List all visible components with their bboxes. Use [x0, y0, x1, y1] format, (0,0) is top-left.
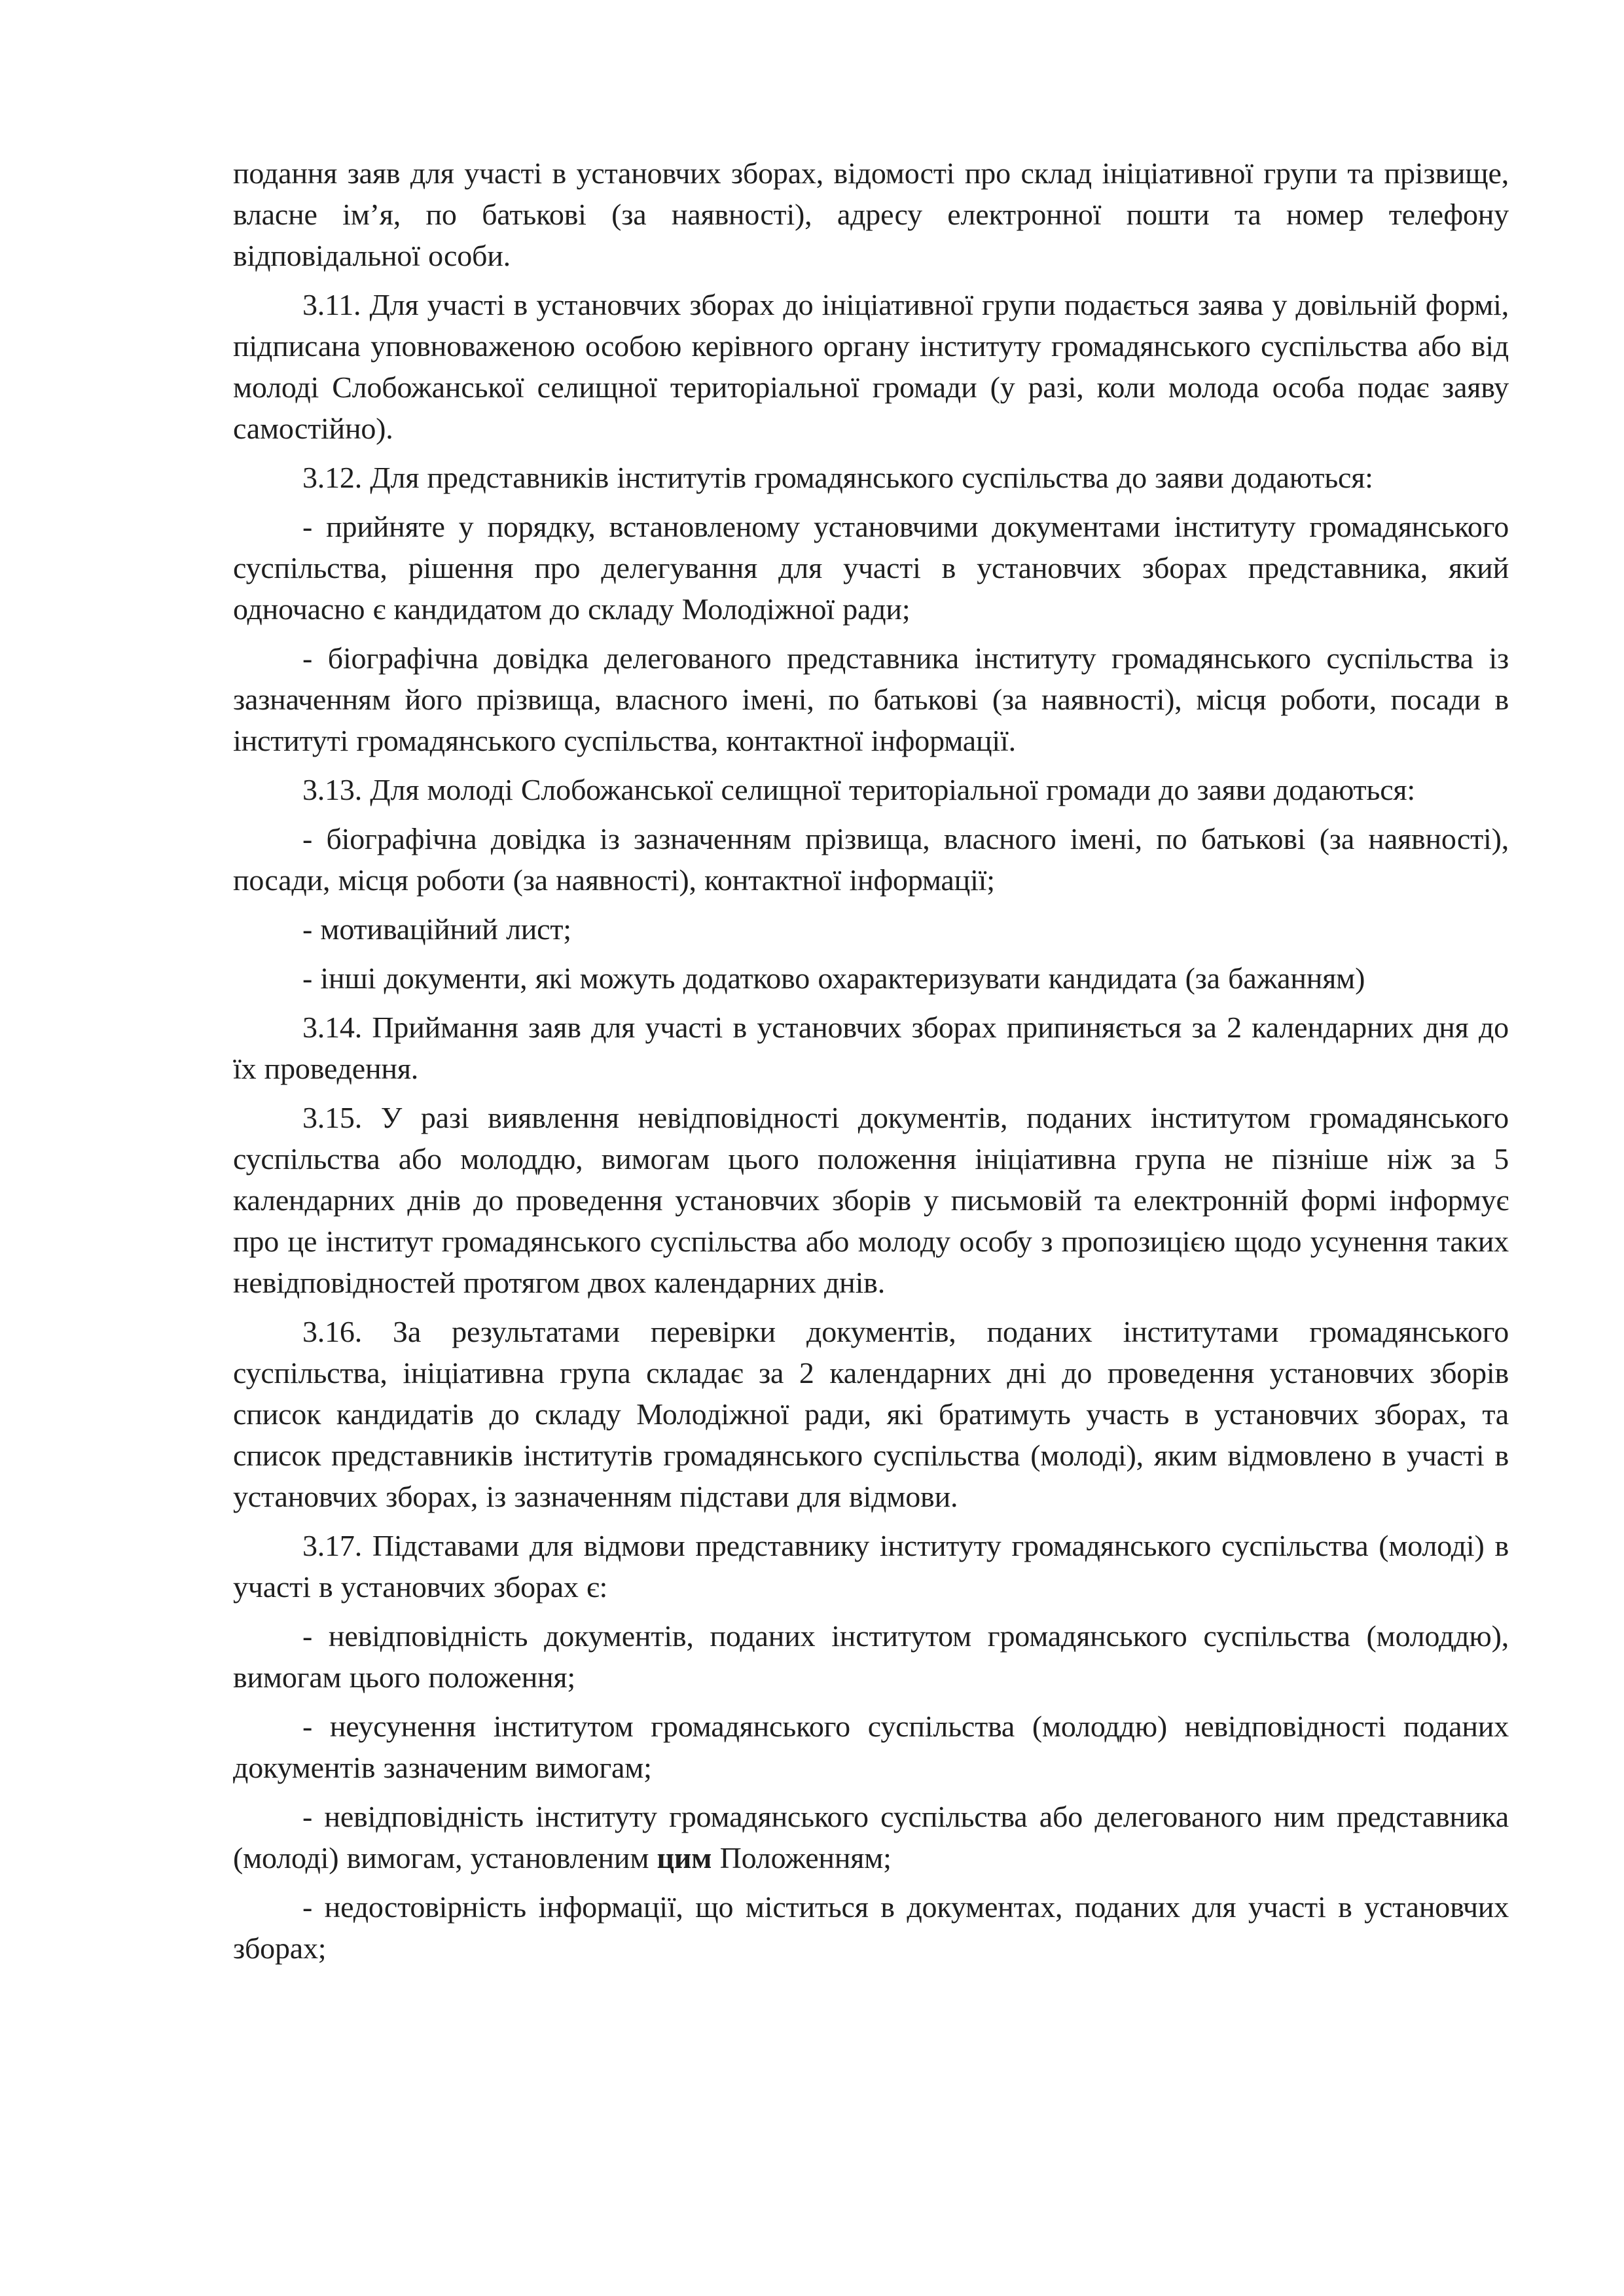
- paragraph-3-15: 3.15. У разі виявлення невідповідності документів, поданих інститутом громадянського суспільства або молоддю, вимогам цього положення ініціативна група не пізніше ніж за 5 календарних днів до проведення установчих зборів у письмовій та електронній формі інформує про це інститут громадянського суспільства або молоду особу з пропозицією щодо усунення таких невідповідностей протягом двох календарних днів.: [233, 1101, 1509, 1299]
- paragraph-3-14: 3.14. Приймання заяв для участі в установчих зборах припиняється за 2 календарних дня до їх проведення.: [233, 1011, 1509, 1085]
- list-item-nonconformity-documents: - невідповідність документів, поданих інститутом громадянського суспільства (молоддю), вимогам цього положення;: [233, 1619, 1509, 1694]
- list-item-bio-youth: - біографічна довідка із зазначенням прізвища, власного імені, по батькові (за наявності), посади, місця роботи (за наявності), контактної інформації;: [233, 822, 1509, 897]
- list-item-bio-delegate: - біографічна довідка делегованого представника інституту громадянського суспільства із зазначенням його прізвища, власного імені, по батькові (за наявності), місця роботи, посади в інституті громадянського суспільства, контактної інформації.: [233, 641, 1509, 757]
- list-item-failure-to-correct: - неусунення інститутом громадянського суспільства (молоддю) невідповідності поданих документів зазначеним вимогам;: [233, 1710, 1509, 1784]
- paragraph-3-16: 3.16. За результатами перевірки документів, поданих інститутами громадянського суспільства, ініціативна група складає за 2 календарних дні до проведення установчих зборів список кандидатів до складу Молодіжної ради, які братимуть участь в установчих зборах, та список представників інститутів громадянського суспільства (молоді), яким відмовлено в участі в установчих зборах, із зазначенням підстави для відмови.: [233, 1315, 1509, 1513]
- paragraph-continuation: подання заяв для участі в установчих зборах, відомості про склад ініціативної групи та прізвище, власне ім’я, по батькові (за наявності), адресу електронної пошти та номер телефону відповідальної особи.: [233, 156, 1509, 272]
- document-body-text: [233, 152, 1509, 1969]
- list-item-bold-word: цим: [657, 1841, 712, 1874]
- list-item-text-before: - невідповідність інституту громадянського суспільства або делегованого ним представника (молоді) вимогам, установленим: [233, 1800, 1509, 1874]
- list-item-text-after: Положенням;: [712, 1841, 892, 1874]
- list-item-decision: - прийняте у порядку, встановленому установчими документами інституту громадянського суспільства, рішення про делегування для участі в установчих зборах представника, який одночасно є кандидатом до складу Молодіжної ради;: [233, 510, 1509, 626]
- list-item-motivation-letter: - мотиваційний лист;: [302, 912, 571, 946]
- paragraph-3-17: 3.17. Підставами для відмови представнику інституту громадянського суспільства (молоді) в участі в установчих зборах є:: [233, 1529, 1509, 1604]
- list-item-other-documents: - інші документи, які можуть додатково охарактеризувати кандидата (за бажанням): [302, 961, 1365, 995]
- list-item-nonconformity-institute: [233, 1796, 1509, 1878]
- paragraph-3-12: 3.12. Для представників інститутів громадянського суспільства до заяви додаються:: [302, 461, 1373, 494]
- list-item-unreliable-information: - недостовірність інформації, що міститься в документах, поданих для участі в установчих зборах;: [233, 1890, 1509, 1965]
- paragraph-3-11: 3.11. Для участі в установчих зборах до ініціативної групи подається заява у довільній формі, підписана уповноваженою особою керівного органу інституту громадянського суспільства або від молоді Слобожанської селищної територіальної громади (у разі, коли молода особа подає заяву самостійно).: [233, 288, 1509, 445]
- paragraph-3-13: 3.13. Для молоді Слобожанської селищної територіальної громади до заяви додаються:: [302, 773, 1415, 806]
